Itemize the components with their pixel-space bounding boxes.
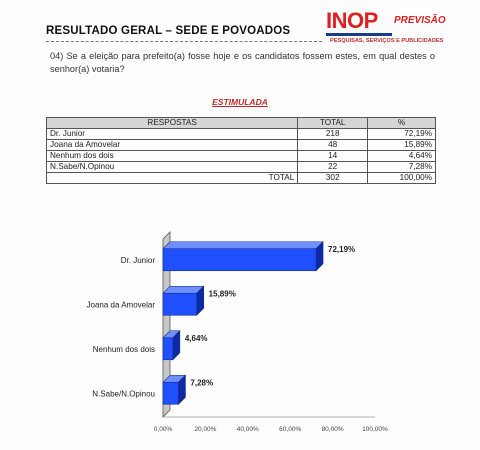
row-total: 48 bbox=[298, 140, 368, 151]
bar bbox=[163, 249, 316, 271]
row-label: Dr. Junior bbox=[47, 129, 298, 140]
row-percent: 15,89% bbox=[368, 140, 436, 151]
table-header-row bbox=[47, 118, 436, 129]
table-row bbox=[47, 151, 436, 162]
row-total: 218 bbox=[298, 129, 368, 140]
results-bar-chart bbox=[0, 220, 480, 450]
logo-sub-text: PREVISÃO bbox=[394, 15, 446, 26]
section-label: ESTIMULADA bbox=[212, 97, 268, 107]
data-label: 7,28% bbox=[190, 378, 214, 388]
x-tick-label: 60,00% bbox=[279, 426, 302, 433]
table-total-row bbox=[47, 173, 436, 184]
data-label: 72,19% bbox=[328, 244, 356, 254]
logo-main-text: INOP bbox=[326, 8, 378, 33]
header-respostas: RESPOSTAS bbox=[47, 118, 298, 129]
report-title: RESULTADO GERAL – SEDE E POVOADOS bbox=[46, 25, 291, 37]
row-percent: 4,64% bbox=[368, 151, 436, 162]
table-row bbox=[47, 129, 436, 140]
x-tick-label: 0,00% bbox=[153, 426, 173, 433]
row-label: Nenhum dos dois bbox=[47, 151, 298, 162]
chart-canvas bbox=[0, 220, 480, 450]
data-label: 4,64% bbox=[184, 333, 208, 343]
data-label: 15,89% bbox=[208, 289, 236, 299]
header-divider bbox=[46, 41, 322, 42]
row-total: 22 bbox=[298, 162, 368, 173]
results-table bbox=[46, 117, 436, 184]
row-label: Joana da Amovelar bbox=[47, 140, 298, 151]
row-label: N.Sabe/N.Opinou bbox=[47, 162, 298, 173]
x-tick-label: 20,00% bbox=[194, 426, 217, 433]
bar bbox=[163, 293, 197, 315]
table-row bbox=[47, 162, 436, 173]
survey-question: 04) Se a eleição para prefeito(a) fosse hoje e os candidatos fossem estes, em qual destes o senhor(a) votaria? bbox=[50, 51, 435, 74]
logo-bar bbox=[326, 33, 392, 36]
table-row bbox=[47, 140, 436, 151]
header-total: TOTAL bbox=[298, 118, 368, 129]
header-percent: % bbox=[368, 118, 436, 129]
total-label: TOTAL bbox=[47, 173, 298, 184]
total-percent: 100,00% bbox=[368, 173, 436, 184]
x-tick-label: 40,00% bbox=[236, 426, 259, 433]
bar-top-face bbox=[163, 242, 323, 249]
row-total: 14 bbox=[298, 151, 368, 162]
x-tick-label: 100,00% bbox=[362, 426, 388, 433]
category-label: Dr. Junior bbox=[120, 255, 155, 265]
total-count: 302 bbox=[298, 173, 368, 184]
logo-tagline: PESQUISAS, SERVIÇOS E PUBLICIDADES bbox=[330, 38, 444, 44]
x-tick-label: 80,00% bbox=[321, 426, 344, 433]
category-label: Joana da Amovelar bbox=[86, 300, 155, 310]
company-logo bbox=[322, 8, 446, 48]
category-label: Nenhum dos dois bbox=[92, 344, 155, 354]
category-label: N.Sabe/N.Opinou bbox=[92, 389, 155, 399]
bar bbox=[163, 338, 173, 360]
row-percent: 7,28% bbox=[368, 162, 436, 173]
bar bbox=[163, 382, 178, 404]
row-percent: 72,19% bbox=[368, 129, 436, 140]
